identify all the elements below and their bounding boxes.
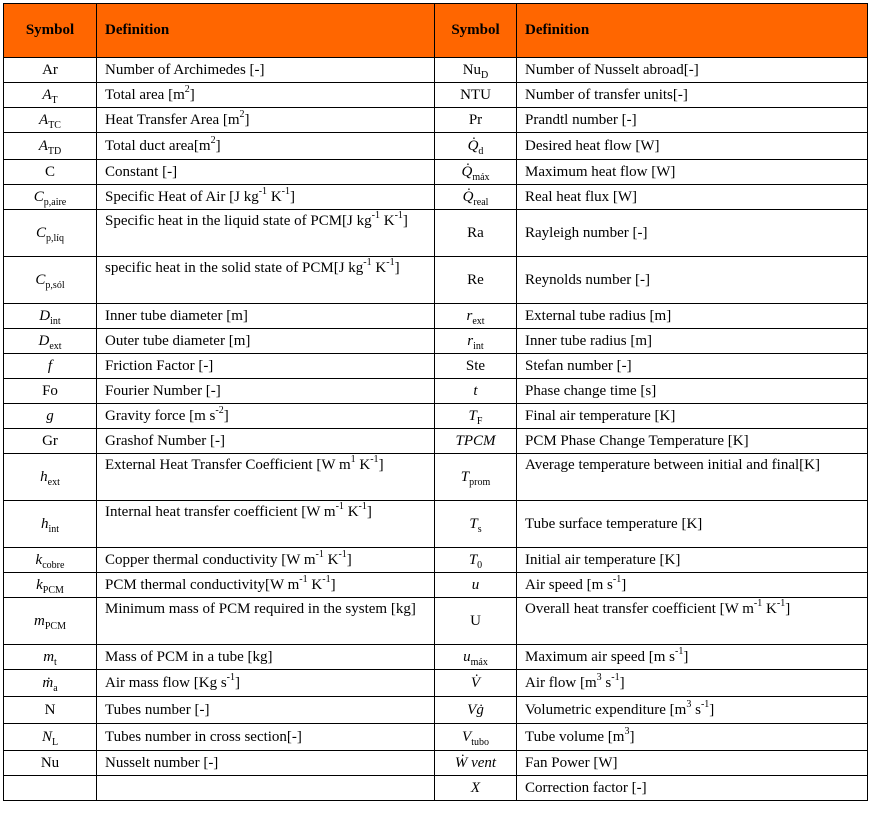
table-row [4, 404, 868, 429]
symbol-left-cell: $D_{int}$ [4, 304, 97, 329]
definition-right-cell: Number of transfer units[-] [517, 83, 868, 108]
definition-right-cell: Air speed [m $s^{-1}$] [517, 573, 868, 598]
definition-left-cell: Total area $[m^2]$ [97, 83, 435, 108]
symbol-right-cell: $V_{tubo}$ [435, 724, 517, 751]
symbol-right-cell: Re [435, 257, 517, 304]
symbol-right-cell: U [435, 598, 517, 645]
symbol-left-cell: $A_{TD}$ [4, 133, 97, 160]
definition-right-cell: Overall heat transfer coefficient [W $m^{-1}$ $K^{-1}$] [517, 598, 868, 645]
table-row [4, 185, 868, 210]
definition-right-cell: Phase change time [s] [517, 379, 868, 404]
table-row [4, 501, 868, 548]
symbol-left-cell: $C_{p,sól}$ [4, 257, 97, 304]
table-row [4, 573, 868, 598]
definition-right-cell: Tube volume $[m^3]$ [517, 724, 868, 751]
table-row [4, 598, 868, 645]
nomenclature-table [3, 3, 868, 801]
header-definition-left: Definition [97, 4, 435, 58]
symbol-right-cell: $r_{int}$ [435, 329, 517, 354]
symbol-left-cell: C [4, 160, 97, 185]
symbol-right-cell: u [435, 573, 517, 598]
table-row [4, 329, 868, 354]
definition-right-cell: Maximum air speed [m $s^{-1}$] [517, 645, 868, 670]
definition-left-cell: Specific heat in the liquid state of PCM[J $kg^{-1}$ $K^{-1}$] [97, 210, 435, 257]
symbol-right-cell: TPCM [435, 429, 517, 454]
table-row [4, 670, 868, 697]
definition-left-cell: Nusselt number [-] [97, 751, 435, 776]
definition-right-cell: Inner tube radius [m] [517, 329, 868, 354]
symbol-right-cell: X [435, 776, 517, 801]
table-row [4, 429, 868, 454]
symbol-left-cell: Nu [4, 751, 97, 776]
definition-right-cell: Air flow [$m^3$ $s^{-1}$] [517, 670, 868, 697]
definition-left-cell: Constant [-] [97, 160, 435, 185]
definition-right-cell: Initial air temperature [K] [517, 548, 868, 573]
header-row [4, 4, 868, 58]
symbol-right-cell: Ra [435, 210, 517, 257]
definition-left-cell: Air mass flow [Kg $s^{-1}$] [97, 670, 435, 697]
table-row [4, 83, 868, 108]
symbol-right-cell: $r_{ext}$ [435, 304, 517, 329]
definition-right-cell: Fan Power [W] [517, 751, 868, 776]
symbol-left-cell: $C_{p,líq}$ [4, 210, 97, 257]
symbol-left-cell: $C_{p,aire}$ [4, 185, 97, 210]
table-row [4, 354, 868, 379]
definition-right-cell: Prandtl number [-] [517, 108, 868, 133]
symbol-left-cell: Gr [4, 429, 97, 454]
definition-left-cell: Outer tube diameter [m] [97, 329, 435, 354]
table-row [4, 304, 868, 329]
header-symbol-right: Symbol [435, 4, 517, 58]
definition-right-cell: Correction factor [-] [517, 776, 868, 801]
symbol-left-cell [4, 776, 97, 801]
symbol-left-cell: $k_{PCM}$ [4, 573, 97, 598]
symbol-right-cell: Ẇ vent [435, 751, 517, 776]
definition-left-cell: Internal heat transfer coefficient [W $m^{-1}$ $K^{-1}$] [97, 501, 435, 548]
table-row [4, 160, 868, 185]
definition-right-cell: Volumetric expenditure [$m^3$ $s^{-1}$] [517, 697, 868, 724]
definition-left-cell: Mass of PCM in a tube [kg] [97, 645, 435, 670]
definition-left-cell: Grashof Number [-] [97, 429, 435, 454]
symbol-left-cell: $N_L$ [4, 724, 97, 751]
definition-left-cell: Inner tube diameter [m] [97, 304, 435, 329]
definition-left-cell: Minimum mass of PCM required in the system [kg] [97, 598, 435, 645]
definition-right-cell: Average temperature between initial and final[K] [517, 454, 868, 501]
symbol-right-cell: $Nu_D$ [435, 58, 517, 83]
definition-right-cell: Tube surface temperature [K] [517, 501, 868, 548]
symbol-left-cell: g [4, 404, 97, 429]
definition-right-cell: Final air temperature [K] [517, 404, 868, 429]
definition-right-cell: Reynolds number [-] [517, 257, 868, 304]
symbol-right-cell: $T_0$ [435, 548, 517, 573]
definition-right-cell: Stefan number [-] [517, 354, 868, 379]
symbol-left-cell: $k_{cobre}$ [4, 548, 97, 573]
symbol-left-cell: $A_T$ [4, 83, 97, 108]
definition-left-cell: Friction Factor [-] [97, 354, 435, 379]
table-row [4, 58, 868, 83]
table-row [4, 379, 868, 404]
definition-left-cell: PCM thermal conductivity[W $m^{-1}$ $K^{-1}$] [97, 573, 435, 598]
definition-left-cell: Fourier Number [-] [97, 379, 435, 404]
definition-right-cell: Real heat flux [W] [517, 185, 868, 210]
table-row [4, 210, 868, 257]
definition-left-cell: External Heat Transfer Coefficient [W $m^1$ $K^{-1}$] [97, 454, 435, 501]
definition-right-cell: Rayleigh number [-] [517, 210, 868, 257]
definition-left-cell: Tubes number [-] [97, 697, 435, 724]
table-row [4, 454, 868, 501]
symbol-left-cell: $A_{TC}$ [4, 108, 97, 133]
symbol-left-cell: ṁ$_a$ [4, 670, 97, 697]
table-row [4, 133, 868, 160]
symbol-right-cell: $T_{prom}$ [435, 454, 517, 501]
symbol-left-cell: $D_{ext}$ [4, 329, 97, 354]
definition-right-cell: PCM Phase Change Temperature [K] [517, 429, 868, 454]
table-body [4, 58, 868, 801]
symbol-left-cell: $h_{int}$ [4, 501, 97, 548]
symbol-right-cell: Pr [435, 108, 517, 133]
symbol-left-cell: Fo [4, 379, 97, 404]
table-row [4, 257, 868, 304]
definition-left-cell: specific heat in the solid state of PCM[J $kg^{-1}$ $K^{-1}$] [97, 257, 435, 304]
symbol-left-cell: $h_{ext}$ [4, 454, 97, 501]
definition-right-cell: Desired heat flow [W] [517, 133, 868, 160]
definition-left-cell: Copper thermal conductivity [W $m^{-1}$ $K^{-1}$] [97, 548, 435, 573]
definition-left-cell: Specific Heat of Air [J $kg^{-1}$ $K^{-1}$] [97, 185, 435, 210]
symbol-left-cell: Ar [4, 58, 97, 83]
table-row [4, 724, 868, 751]
symbol-left-cell: $m_t$ [4, 645, 97, 670]
definition-left-cell: Total duct $area[m^2]$ [97, 133, 435, 160]
definition-right-cell: Maximum heat flow [W] [517, 160, 868, 185]
header-symbol-left: Symbol [4, 4, 97, 58]
definition-left-cell [97, 776, 435, 801]
table-row [4, 108, 868, 133]
header-definition-right: Definition [517, 4, 868, 58]
definition-right-cell: External tube radius [m] [517, 304, 868, 329]
symbol-left-cell: $m_{PCM}$ [4, 598, 97, 645]
symbol-right-cell: t [435, 379, 517, 404]
symbol-right-cell: $T_F$ [435, 404, 517, 429]
definition-left-cell: Gravity force [m $s^{-2}$] [97, 404, 435, 429]
symbol-right-cell: $T_s$ [435, 501, 517, 548]
symbol-right-cell: V̇ [435, 670, 517, 697]
symbol-right-cell: $Q̇_{real}$ [435, 185, 517, 210]
definition-right-cell: Number of Nusselt abroad[-] [517, 58, 868, 83]
symbol-right-cell: $Q̇_d$ [435, 133, 517, 160]
definition-left-cell: Tubes number in cross section[-] [97, 724, 435, 751]
symbol-right-cell: NTU [435, 83, 517, 108]
table-row [4, 697, 868, 724]
table-row [4, 645, 868, 670]
definition-left-cell: Number of Archimedes [-] [97, 58, 435, 83]
symbol-left-cell: N [4, 697, 97, 724]
definition-left-cell: Heat Transfer Area $[m^2]$ [97, 108, 435, 133]
table-row [4, 548, 868, 573]
table-row [4, 776, 868, 801]
symbol-right-cell: $u_{máx}$ [435, 645, 517, 670]
symbol-left-cell: f [4, 354, 97, 379]
table-row [4, 751, 868, 776]
symbol-right-cell: Ste [435, 354, 517, 379]
symbol-right-cell: $Q̇_{máx}$ [435, 160, 517, 185]
symbol-right-cell: Vġ [435, 697, 517, 724]
